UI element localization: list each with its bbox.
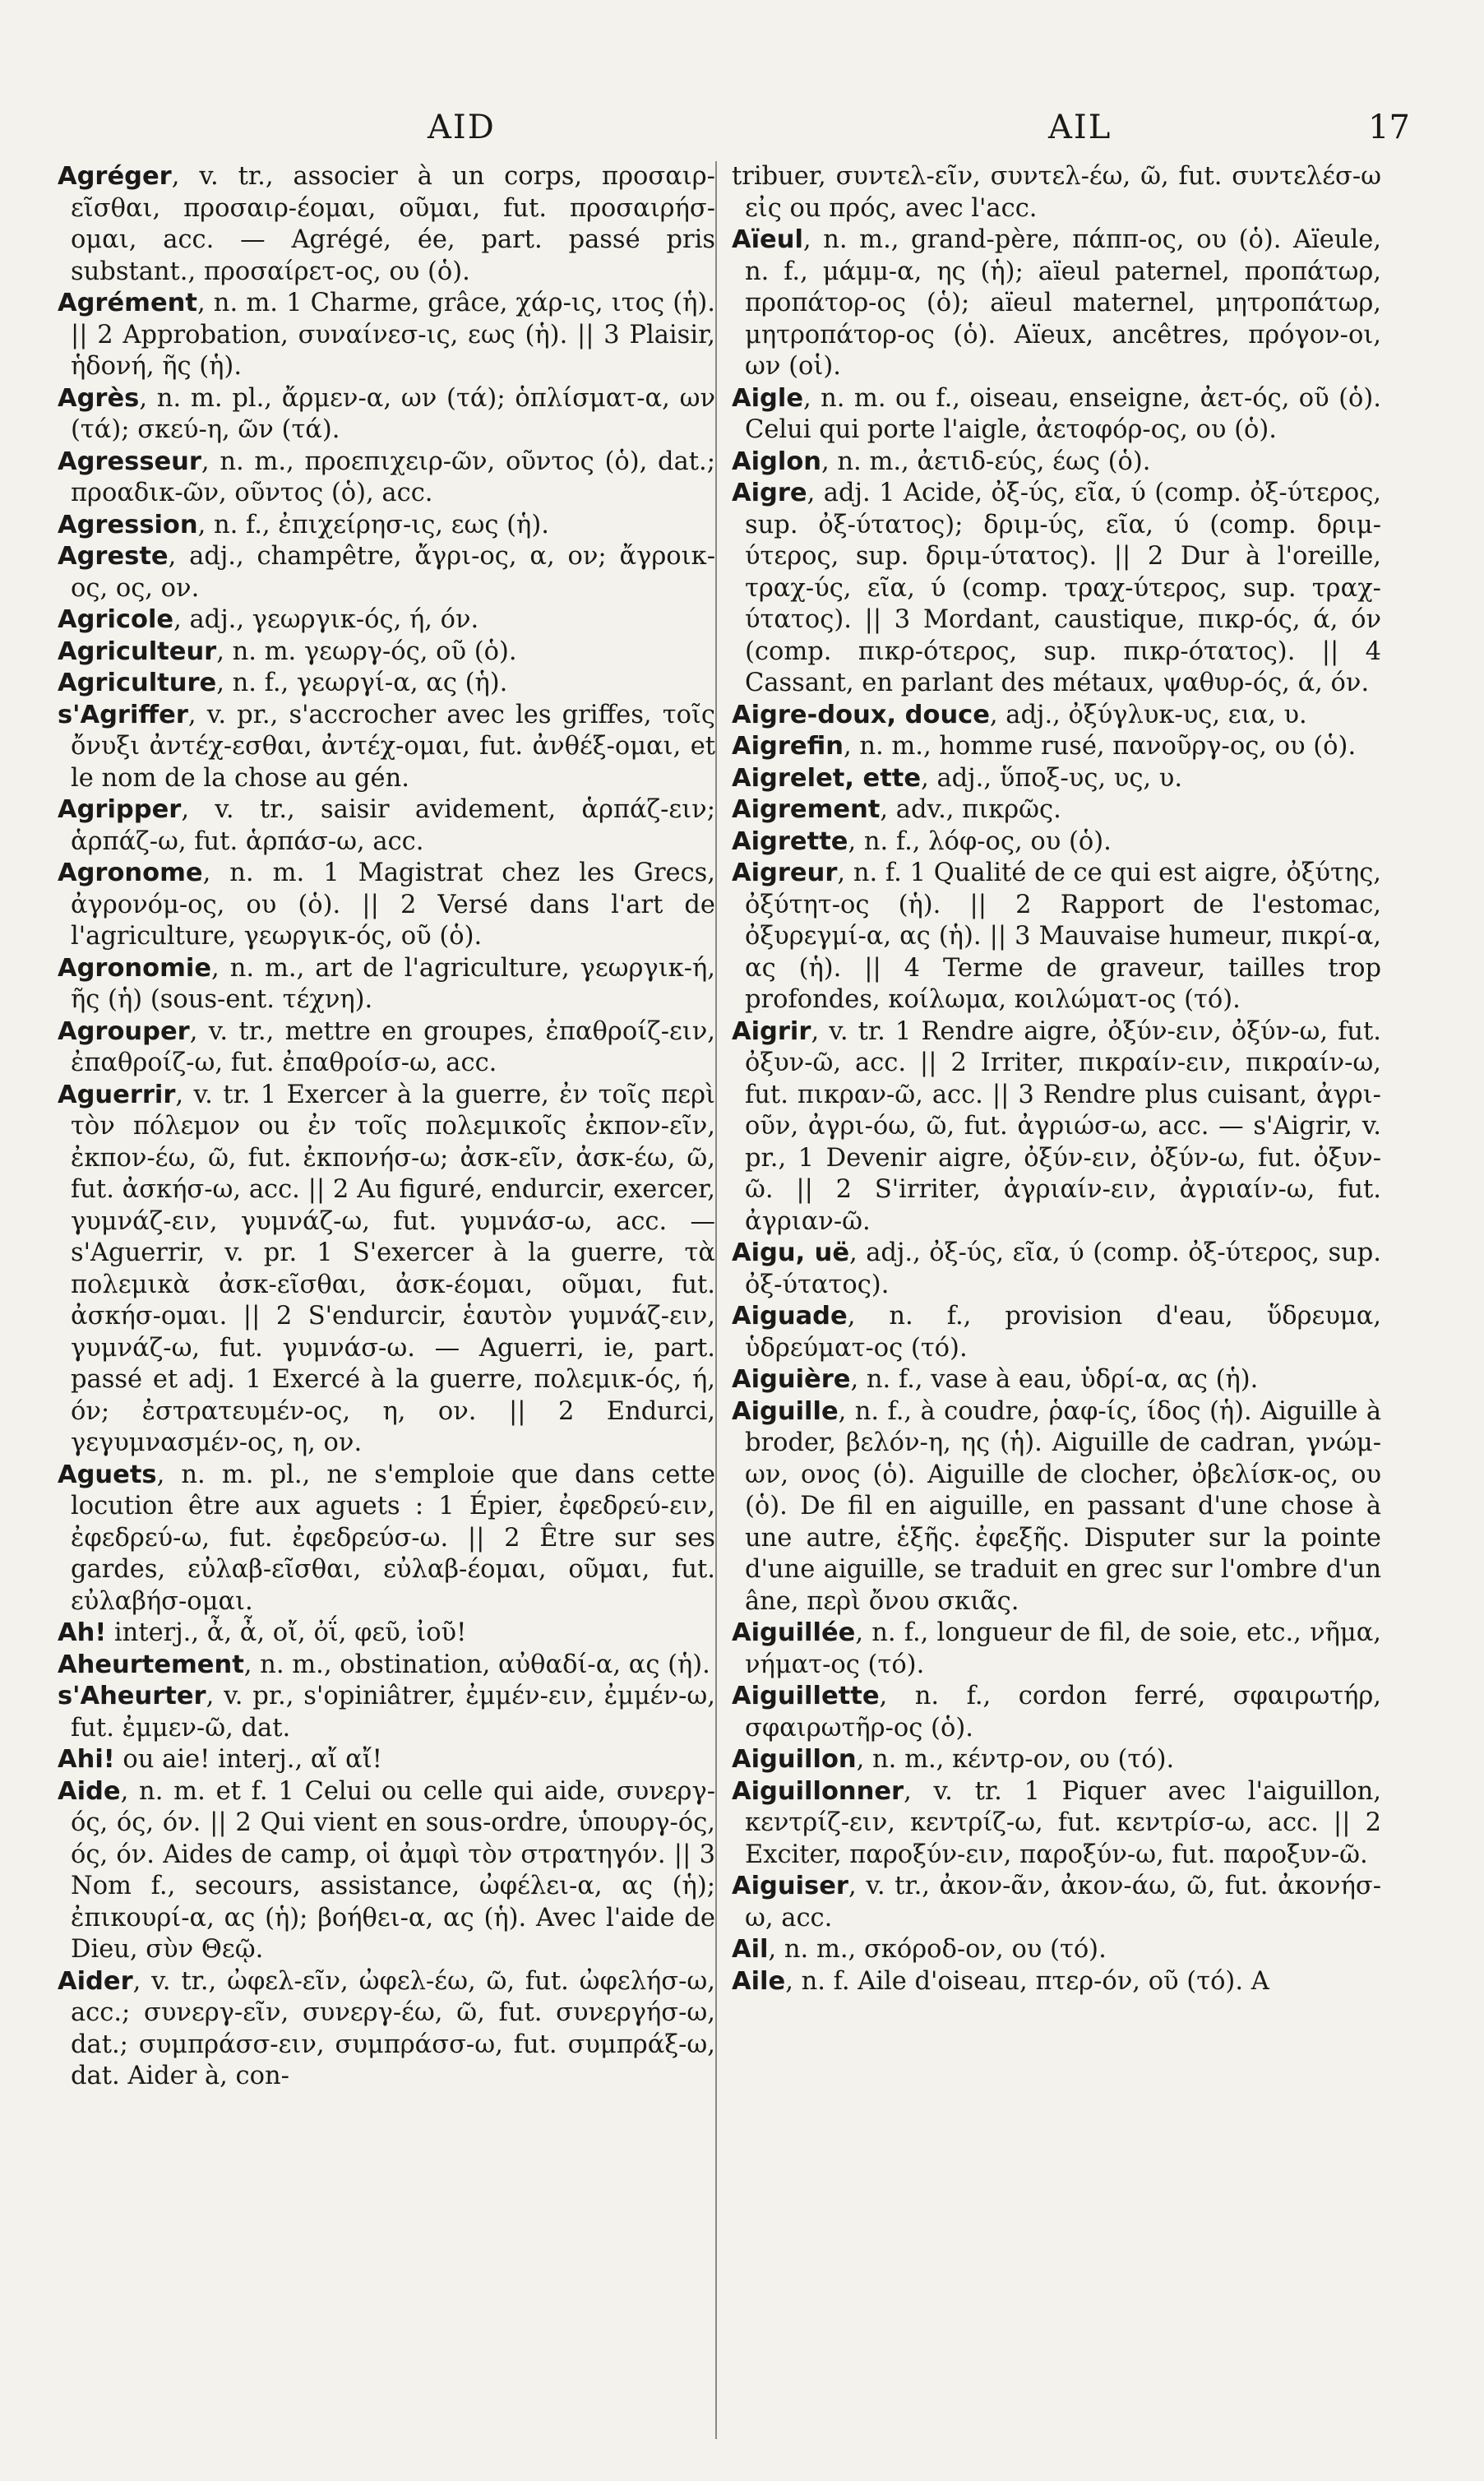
entry-definition: interj., ἆ, ἆ, οἴ, ὀΐ, φεῦ, ἰοῦ! [106,1618,467,1647]
entry-headword: Aiguillée [732,1618,856,1647]
dictionary-entry [58,288,715,383]
dictionary-entry [58,794,715,858]
entry-headword: s'Aheurter [58,1682,206,1710]
dictionary-entry [732,1016,1381,1238]
header-right-guide-word: AIL [1048,109,1112,146]
entry-definition: , v. tr., saisir avidement, ἁρπάζ-ειν; ἁρπάζ-ω, fut. ἁρπάσ-ω, acc. [71,795,715,856]
dictionary-entry [732,447,1381,479]
entry-definition: , n. f. Aile d'oiseau, πτερ-όν, οῦ (τό). A [785,1966,1269,1996]
entry-definition: , v. tr. 1 Exercer à la guerre, ἐν τοῖς περὶ τὸν πόλεμον ou ἐν τοῖς πολεμικοῖς ἐκπον-εῖν, ἐκπον-έω, ῶ, fut. ἐκπονήσ-ω; ἀσκ-εῖν, ἀσκ-έω, ῶ, fut. ἀσκήσ-ω, acc. || 2 Au figuré, endurcir, exercer, γυμνάζ-ειν, γυμνάζ-ω, fut. γυμνάσ-ω, acc. — s'Aguerrir, v. pr. 1 S'exercer à la guerre, τὰ πολεμικὰ ἀσκ-εῖσθαι, ἀσκ-έομαι, οῦμαι, fut. ἀσκήσ-ομαι. || 2 S'endurcir, ἑαυτὸν γυμνάζ-ειν, γυμνάζ-ω, fut. γυμνάσ-ω. — Aguerri, ie, part. passé et adj. 1 Exercé à la guerre, πολεμικ-ός, ή, όν; ἐστρατευμέν-ος, η, ον. || 2 Endurci, γεγυμνασμέν-ος, η, ον. [71,1080,715,1457]
entry-headword: Aiguillon [732,1745,857,1774]
entry-headword: Agrès [58,383,140,413]
entry-headword: Aïeul [732,225,803,254]
dictionary-entry [732,1776,1381,1872]
column-divider [715,161,717,2439]
entry-headword: Aile [732,1966,786,1996]
entry-definition: , n. m. pl., ἄρμεν-α, ων (τά); ὁπλίσματ-α, ων (τά); σκεύ-η, ῶν (τά). [71,383,715,444]
entry-definition: , n. f., provision d'eau, ὕδρευμα, ὑδρεύματ-ος (τό). [745,1302,1381,1363]
dictionary-entry [58,1618,715,1650]
entry-headword: Aigrette [732,826,848,856]
entry-headword: Aigre-doux, douce [732,700,990,729]
entry-definition: , adj., γεωργικ-ός, ή, όν. [173,605,479,634]
dictionary-entry [732,826,1381,859]
dictionary-entry [732,1934,1381,1966]
entry-definition: , n. m. 1 Magistrat chez les Grecs, ἀγρονόμ-ος, ου (ὁ). || 2 Versé dans l'art de l'agriculture, γεωργικ-ός, οῦ (ὁ). [71,859,715,951]
dictionary-entry [732,1966,1381,1998]
dictionary-entry [58,383,715,447]
entry-headword: Agreste [58,542,169,571]
dictionary-entry [58,1966,715,2093]
entry-definition: , adj., ὀξ-ύς, εῖα, ύ (comp. ὀξ-ύτερος, sup. ὀξ-ύτατος). [745,1238,1381,1299]
entry-headword: Aigle [732,383,804,413]
entry-headword: Agronome [58,859,203,887]
entry-definition: , n. m. pl., ne s'emploie que dans cette locution être aux aguets : 1 Épier, ἐφεδρεύ-ειν, ἐφεδρεύ-ω, fut. ἐφεδρεύσ-ω. || 2 Être sur ses gardes, εὐλαβ-εῖσθαι, εὐλαβ-έομαι, οῦμαι, fut. εὐλαβήσ-ομαι. [71,1460,715,1616]
entry-definition: , adj., ὀξύγλυκ-υς, εια, υ. [989,700,1307,729]
entry-definition: , adj., champêtre, ἄγρι-ος, α, ον; ἄγροικ-ος, ος, ον. [71,542,715,603]
entry-definition: , n. f., longueur de fil, de soie, etc., νῆμα, νήματ-ος (τό). [745,1618,1381,1679]
entry-headword: Agrouper [58,1016,190,1046]
dictionary-entry [732,731,1381,763]
entry-headword: Aiguade [732,1302,848,1331]
entry-headword: Aiguiser [732,1872,848,1900]
entry-definition: , n. m., προεπιχειρ-ῶν, οῦντος (ὁ), dat.; προαδικ-ῶν, οῦντος (ὁ), acc. [71,447,715,507]
entry-definition: , v. tr., associer à un corps, προσαιρ-εῖσθαι, προσαιρ-έομαι, οῦμαι, fut. προσαιρήσ-ομαι, acc. — Agrégé, ée, part. passé pris substant., προσαίρετ-ος, ου (ὁ). [71,162,715,286]
entry-definition: , v. pr., s'accrocher avec les griffes, τοῖς ὄνυξι ἀντέχ-εσθαι, ἀντέχ-ομαι, fut. ἀνθέξ-ομαι, et le nom de la chose au gén. [71,700,715,793]
dictionary-entry [58,604,715,636]
entry-headword: Ahi! [58,1745,115,1774]
entry-headword: Aiglon [732,447,822,476]
dictionary-entry [58,1460,715,1618]
dictionary-entry [58,1776,715,1966]
entry-headword: s'Agriffer [58,700,188,729]
entry-definition: , n. m., obstination, αὐθαδί-α, ας (ἡ). [243,1650,710,1679]
entry-definition: , n. f., à coudre, ῥαφ-ίς, ίδος (ἡ). Aiguille à broder, βελόν-η, ης (ἡ). Aiguille de cadran, γνώμ-ων, ονος (ὁ). Aiguille de clocher, ὀβελίσκ-ος, ου (ὁ). De fil en aiguille, en passant d'une chose à une autre, ἑξῆς. ἐφεξῆς. Disputer sur la pointe d'une aiguille, se traduit en grec sur l'ombre d'un âne, περὶ ὄνου σκιᾶς. [745,1396,1381,1616]
entry-definition: , adj. 1 Acide, ὀξ-ύς, εῖα, ύ (comp. ὀξ-ύτερος, sup. ὀξ-ύτατος); δριμ-ύς, εῖα, ύ (comp. δριμ-ύτερος, sup. δριμ-ύτατος). || 2 Dur à l'oreille, τραχ-ύς, εῖα, ύ (comp. τραχ-ύτερος, sup. τραχ-ύτατος). || 3 Mordant, caustique, πικρ-ός, ά, όν (comp. πικρ-ότερος, sup. πικρ-ότατος). || 4 Cassant, en parlant des métaux, ψαθυρ-ός, ά, όν. [745,479,1381,697]
dictionary-entry [58,510,715,542]
entry-definition: , n. f., γεωργί-α, ας (ἡ). [216,669,508,697]
entry-definition: , v. tr. 1 Piquer avec l'aiguillon, κεντρίζ-ειν, κεντρίζ-ω, fut. κεντρίσ-ω, acc. || 2 Exciter, παροξύν-ειν, παροξύν-ω, fut. παροξυν-ῶ. [745,1776,1381,1869]
dictionary-entry [58,1650,715,1682]
entry-definition: , v. tr. 1 Rendre aigre, ὀξύν-ειν, ὀξύν-ω, fut. ὀξυν-ῶ, acc. || 2 Irriter, πικραίν-ειν, πικραίν-ω, fut. πικραν-ῶ, acc. || 3 Rendre plus cuisant, ἀγρι-οῦν, ἀγρι-όω, ῶ, fut. ἀγριώσ-ω, acc. — s'Aigrir, v. pr., 1 Devenir aigre, ὀξύν-ειν, ὀξύν-ω, fut. ὀξυν-ῶ. || 2 S'irriter, ἀγριαίν-ειν, ἀγριαίν-ω, fut. ἀγριαν-ῶ. [745,1016,1381,1236]
entry-headword: Aiguillonner [732,1776,904,1806]
entry-headword: Aigreur [732,859,838,887]
entry-headword: Aigrefin [732,732,844,761]
dictionary-entry [732,1301,1381,1364]
entry-definition: , n. f., vase à eau, ὑδρί-α, ας (ἡ). [850,1365,1259,1394]
header-left-guide-word: AID [428,109,496,146]
dictionary-entry [732,478,1381,700]
entry-headword: Agriculture [58,669,217,697]
dictionary-entry [58,1744,715,1776]
entry-definition: , n. f., λόφ-ος, ου (ὁ). [848,826,1112,856]
entry-definition: , v. tr., mettre en groupes, ἐπαθροίζ-ειν, ἐπαθροίζ-ω, fut. ἐπαθροίσ-ω, acc. [71,1016,715,1077]
entry-definition: , n. m. γεωργ-ός, οῦ (ὁ). [216,636,517,666]
entry-headword: Agricole [58,605,174,634]
dictionary-entry [58,953,715,1016]
entry-headword: Agression [58,510,198,539]
entry-headword: Agresseur [58,447,201,476]
entry-definition: , n. m. et f. 1 Celui ou celle qui aide, συνεργ-ός, ός, όν. || 2 Qui vient en sous-ordre, ὑπουργ-ός, ός, όν. Aides de camp, οἱ ἀμφὶ τὸν στρατηγόν. || 3 Nom f., secours, assistance, ὠφέλει-α, ας (ἡ); ἐπικουρί-α, ας (ἡ); βοήθει-α, ας (ἡ). Avec l'aide de Dieu, σὺν Θεῷ. [71,1776,715,1964]
dictionary-entry [58,1080,715,1460]
dictionary-entry [58,858,715,953]
entry-definition: , n. f., cordon ferré, σφαιρωτήρ, σφαιρωτῆρ-ος (ὁ). [745,1682,1381,1743]
dictionary-entry [732,161,1381,224]
entry-headword: Agrément [58,289,197,317]
entry-headword: Aiguière [732,1365,851,1394]
entry-definition: , n. m., grand-père, πάππ-ος, ου (ὁ). Aïeule, n. f., μάμμ-α, ης (ἡ); aïeul paternel, προπάτωρ, προπάτορ-ος (ὁ); aïeul maternel, μητροπάτωρ, μητροπάτορ-ος (ὁ). Aïeux, ancêtres, πρόγον-οι, ων (οἱ). [745,225,1381,381]
entry-headword: Ah! [58,1618,107,1647]
entry-headword: Ail [732,1935,769,1964]
left-column [58,161,715,2093]
dictionary-entry [732,700,1381,732]
entry-definition: , n. f., ἐπιχείρησ-ις, εως (ἡ). [197,510,549,539]
dictionary-entry [58,1016,715,1080]
entry-definition: , n. m., homme rusé, πανοῦργ-ος, ου (ὁ). [843,732,1357,761]
dictionary-entry [732,1238,1381,1301]
entry-definition: , n. m. 1 Charme, grâce, χάρ-ις, ιτος (ἡ). || 2 Approbation, συναίνεσ-ις, εως (ἡ). || 3 Plaisir, ἡδονή, ῆς (ἡ). [71,289,715,381]
entry-headword: Agripper [58,795,182,824]
entry-definition: , adv., πικρῶς. [880,795,1061,824]
entry-headword: Aiguillette [732,1682,880,1710]
entry-definition: , v. tr., ὠφελ-εῖν, ὠφελ-έω, ῶ, fut. ὠφελήσ-ω, acc.; συνεργ-εῖν, συνεργ-έω, ῶ, fut. συνεργήσ-ω, dat.; συμπράσσ-ειν, συμπράσσ-ω, fut. συμπράξ-ω, dat. Aider à, con- [71,1966,715,2090]
entry-definition: , v. pr., s'opiniâtrer, ἐμμέν-ειν, ἐμμέν-ω, fut. ἐμμεν-ῶ, dat. [71,1682,715,1743]
entry-definition: , n. m., ἀετιδ-εύς, έως (ὁ). [821,447,1151,476]
dictionary-entry [732,224,1381,383]
running-header [58,109,1426,158]
dictionary-entry [732,1871,1381,1934]
entry-definition: , adj., ὕποξ-υς, υς, υ. [921,763,1183,793]
dictionary-entry [732,858,1381,1016]
entry-headword: Agréger [58,162,172,191]
dictionary-entry [732,383,1381,447]
dictionary-entry [58,541,715,604]
dictionary-entry [58,636,715,669]
dictionary-entry [58,161,715,288]
dictionary-entry [732,1396,1381,1618]
entry-headword: Aguerrir [58,1080,176,1109]
dictionary-entry [732,1744,1381,1776]
dictionary-entry [58,668,715,700]
entry-headword: Agriculteur [58,636,217,666]
entry-definition: , n. m. ou f., oiseau, enseigne, ἀετ-ός, οῦ (ὁ). Celui qui porte l'aigle, ἀετοφόρ-ος, ου (ὁ). [745,383,1381,444]
entry-headword: Aigu, uë [732,1238,850,1267]
entry-headword: Aigrement [732,795,881,824]
entry-headword: Aguets [58,1460,157,1489]
dictionary-entry [732,1364,1381,1396]
entry-definition: tribuer, συντελ-εῖν, συντελ-έω, ῶ, fut. συντελέσ-ω εἰς ou πρός, avec l'acc. [732,162,1381,223]
entry-definition: , n. f. 1 Qualité de ce qui est aigre, ὀξύτης, ὀξύτητ-ος (ἡ). || 2 Rapport de l'estomac, ὀξυρεγμί-α, ας (ἡ). || 3 Mauvaise humeur, πικρί-α, ας (ἡ). || 4 Terme de graveur, tailles trop profondes, κοίλωμα, κοιλώματ-ος (τό). [745,859,1381,1014]
entry-definition: , n. m., σκόροδ-ον, ου (τό). [768,1935,1107,1964]
dictionary-entry [732,1681,1381,1744]
entry-headword: Aider [58,1966,133,1996]
entry-definition: , v. tr., ἀκον-ᾶν, ἀκον-άω, ῶ, fut. ἀκονήσ-ω, acc. [745,1872,1381,1932]
dictionary-entry [732,763,1381,795]
dictionary-entry [58,447,715,510]
dictionary-entry [58,700,715,795]
entry-headword: Aigrelet, ette [732,763,922,793]
dictionary-entry [58,1681,715,1744]
entry-headword: Agronomie [58,953,212,983]
entry-headword: Aigre [732,479,807,507]
entry-headword: Aiguille [732,1396,839,1426]
entry-headword: Aigrir [732,1016,811,1046]
entry-definition: , n. m., κέντρ-ον, ου (τό). [856,1745,1175,1774]
page-number: 17 [1368,109,1410,146]
dictionary-entry [732,1618,1381,1681]
entry-definition: , n. m., art de l'agriculture, γεωργικ-ή, ῆς (ἡ) (sous-ent. τέχνη). [71,953,715,1014]
entry-definition: ou aie! interj., αἴ αἴ! [114,1745,382,1774]
dictionary-entry [732,794,1381,826]
entry-headword: Aheurtement [58,1650,244,1679]
right-column [732,161,1381,1997]
entry-headword: Aide [58,1776,121,1806]
